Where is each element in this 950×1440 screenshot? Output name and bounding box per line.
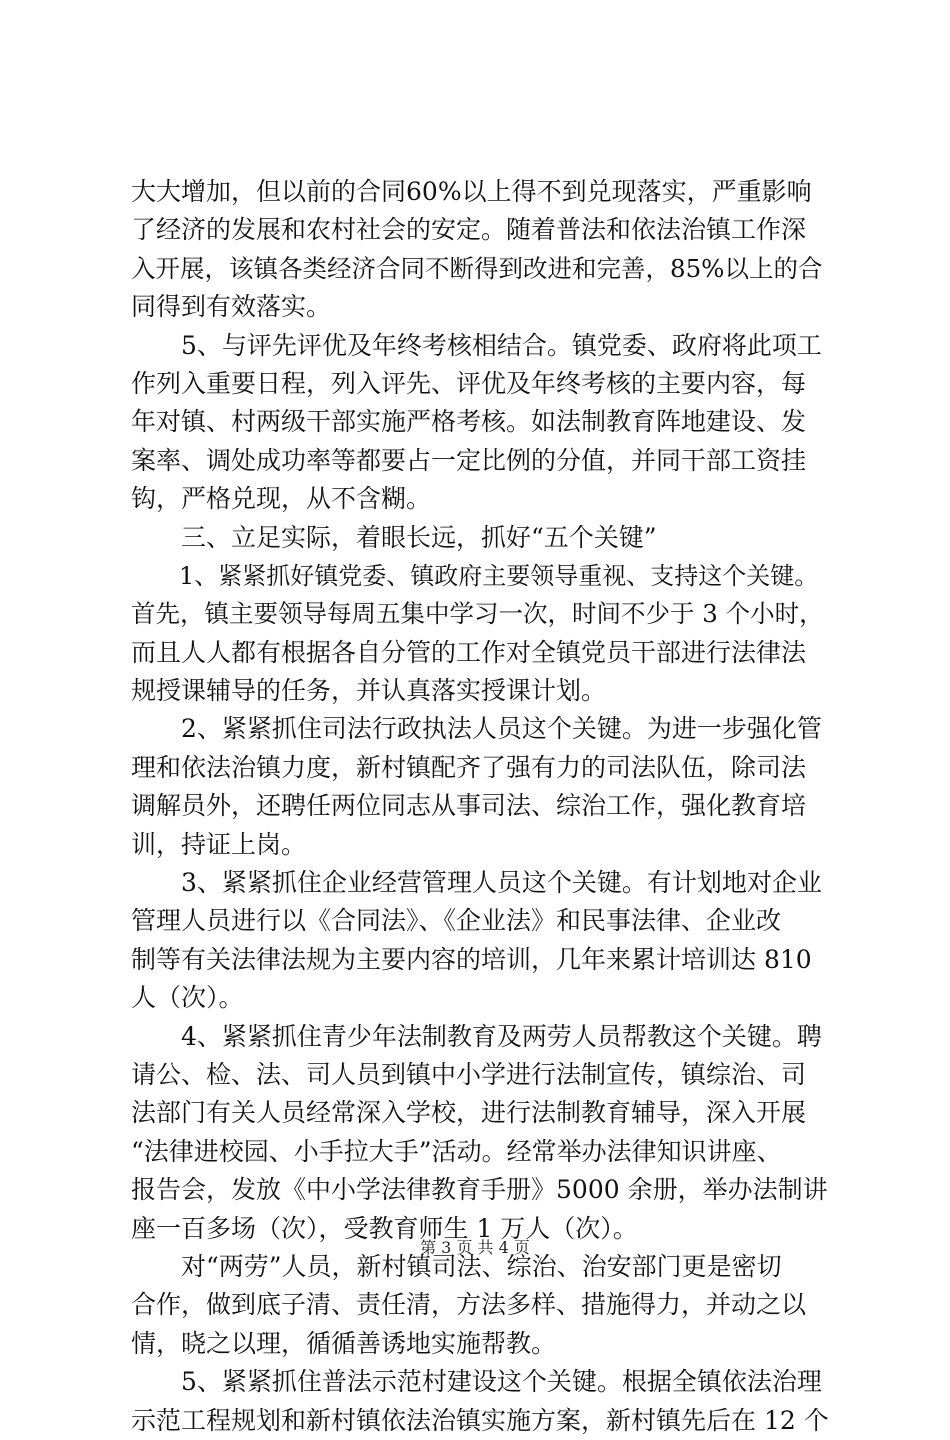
text-line: 了经济的发展和农村社会的安定。随着普法和依法治镇工作深 — [131, 215, 807, 245]
text-line: 3、紧紧抓住企业经营管理人员这个关键。有计划地对企业 — [131, 868, 822, 898]
text-line: 年对镇、村两级干部实施严格考核。如法制教育阵地建设、发 — [131, 407, 807, 437]
text-line: 训，持证上岗。 — [131, 829, 307, 859]
text-line: 报告会，发放《中小学法律教育手册》5000 余册，举办法制讲 — [131, 1175, 828, 1205]
text-line: 法部门有关人员经常深入学校，进行法制教育辅导，深入开展 — [131, 1098, 807, 1128]
text-line: 理和依法治镇力度，新村镇配齐了强有力的司法队伍，除司法 — [131, 752, 807, 782]
text-line: 案率、调处成功率等都要占一定比例的分值，并同干部工资挂 — [131, 445, 807, 475]
text-line: 1、紧紧抓好镇党委、镇政府主要领导重视、支持这个关键。 — [131, 561, 819, 590]
text-line: 规授课辅导的任务，并认真落实授课计划。 — [131, 676, 607, 706]
text-line: 座一百多场（次），受教育师生 1 万人（次）。 — [131, 1213, 638, 1243]
text-line: 4、紧紧抓住青少年法制教育及两劳人员帮教这个关键。聘 — [131, 1021, 822, 1051]
text-line: 管理人员进行以《合同法》、《企业法》和民事法律、企业改 — [131, 906, 782, 936]
text-line: 人（次）。 — [131, 983, 244, 1013]
text-line: 大大增加，但以前的合同60%以上得不到兑现落实，严重影响 — [131, 177, 812, 206]
text-line: 钩，严格兑现，从不含糊。 — [131, 484, 432, 514]
text-line: 调解员外，还聘任两位同志从事司法、综治工作，强化教育培 — [131, 791, 807, 821]
text-line: 2、紧紧抓住司法行政执法人员这个关键。为进一步强化管 — [131, 714, 822, 744]
text-line: 同得到有效落实。 — [131, 292, 332, 322]
text-line: “法律进校园、小手拉大手”活动。经常举办法律知识讲座、 — [131, 1136, 782, 1166]
section-heading: 三、立足实际，着眼长远，抓好“五个关键” — [131, 522, 657, 552]
text-line: 入开展，该镇各类经济合同不断得到改进和完善，85%以上的合 — [131, 253, 823, 283]
text-line: 对“两劳”人员，新村镇司法、综治、治安部门更是密切 — [131, 1251, 782, 1281]
text-line: 制等有关法律法规为主要内容的培训，几年来累计培训达 810 — [131, 944, 812, 974]
text-line: 作列入重要日程，列入评先、评优及年终考核的主要内容，每 — [131, 368, 807, 398]
text-line: 合作，做到底子清、责任清，方法多样、措施得力，并动之以 — [131, 1290, 807, 1320]
text-line: 而且人人都有根据各自分管的工作对全镇党员干部进行法律法 — [131, 637, 807, 667]
text-line: 请公、检、法、司人员到镇中小学进行法制宣传，镇综治、司 — [131, 1059, 807, 1089]
text-line: 5、与评先评优及年终考核相结合。镇党委、政府将此项工 — [131, 330, 822, 360]
text-line: 情，晓之以理，循循善诱地实施帮教。 — [131, 1328, 557, 1358]
text-line: 首先，镇主要领导每周五集中学习一次，时间不少于 3 个小时， — [131, 599, 824, 629]
text-line: 示范工程规划和新村镇依法治镇实施方案，新村镇先后在 12 个 — [131, 1405, 829, 1435]
page-number-footer: 第 3 页 共 4 页 — [420, 1238, 530, 1257]
text-line: 5、紧紧抓住普法示范村建设这个关键。根据全镇依法治理 — [131, 1367, 822, 1397]
